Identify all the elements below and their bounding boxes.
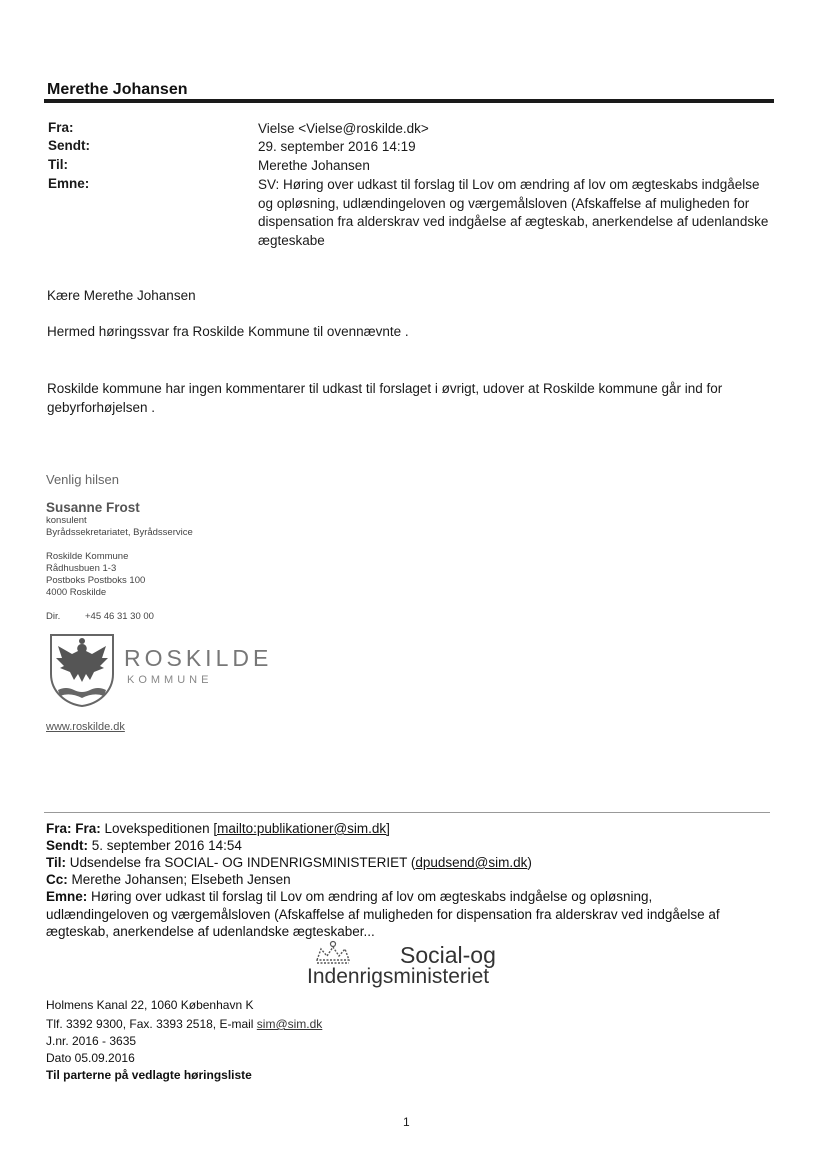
subject-value (258, 176, 778, 250)
signature-name: Susanne Frost (46, 500, 140, 515)
fwd-to-close: ) (527, 855, 532, 870)
fwd-sent (46, 837, 766, 855)
sender-name: Merethe Johansen (47, 81, 188, 98)
fwd-from-label: Fra: Fra: (46, 821, 101, 836)
fwd-cc (46, 871, 766, 889)
roskilde-crest-icon (48, 632, 116, 708)
subject-line: og opløsning, udlændingeloven og værgemålsloven (Afskaffelse af muligheden for (258, 195, 750, 211)
header-rule (44, 99, 774, 103)
ministry-date: Dato 05.09.2016 (46, 1051, 135, 1065)
fwd-sent-value: 5. september 2016 14:54 (91, 838, 242, 853)
ministry-recipients: Til parterne på vedlagte høringsliste (46, 1068, 252, 1082)
signature-title: konsulent (46, 515, 87, 526)
dir-label: Dir. (46, 611, 61, 622)
fwd-subject-label: Emne: (46, 889, 88, 904)
fwd-subject-line: udlændingeloven og værgemålsloven (Afskaffelse af muligheden for dispensation fra alderskrav ved indgåelse af (46, 906, 720, 922)
fwd-subject-line: Høring over udkast til forslag til Lov om ændring af lov om ægteskabs indgåelse og opløsning, (91, 889, 653, 904)
body-line: Roskilde kommune har ingen kommentarer til udkast til forslaget i øvrigt, udover at Roskilde kommune går ind for (47, 381, 723, 396)
ministry-jnr: J.nr. 2016 - 3635 (46, 1034, 137, 1048)
signature-pobox: Postboks Postboks 100 (46, 575, 146, 586)
signature-department: Byrådssekretariatet, Byrådsservice (46, 527, 193, 538)
to-label: Til: (48, 157, 68, 172)
fwd-to-label: Til: (46, 855, 66, 870)
ministry-address: Holmens Kanal 22, 1060 København K (46, 998, 254, 1012)
ministry-contact (46, 1017, 322, 1031)
fwd-subject (46, 888, 766, 941)
website-link[interactable]: www.roskilde.dk (46, 721, 125, 733)
fwd-subject-line: ægteskab, anerkendelse af udenlandske ægteskaber... (46, 924, 375, 939)
subject-line: dispensation fra alderskrav ved indgåelse af ægteskab, anerkendelse af udenlandske (258, 214, 769, 229)
subject-label: Emne: (48, 176, 90, 191)
subject-line: SV: Høring over udkast til forslag til Lov om ændring af lov om ægteskabs indgåelse (258, 177, 760, 192)
ministry-contact-text: Tlf. 3392 9300, Fax. 3393 2518, E-mail (46, 1017, 257, 1031)
crown-icon (313, 940, 353, 966)
sent-label: Sendt: (48, 138, 90, 153)
from-value: Vielse <Vielse@roskilde.dk> (258, 121, 429, 136)
subject-line: ægteskabe (258, 232, 325, 248)
roskilde-logo-sub: KOMMUNE (127, 674, 213, 686)
page-number: 1 (403, 1115, 410, 1129)
ministry-logo-line2: Indenrigsministeriet (307, 965, 490, 988)
sent-value: 29. september 2016 14:19 (258, 139, 416, 154)
body-paragraph (47, 379, 777, 417)
signature-street: Rådhusbuen 1-3 (46, 563, 117, 574)
greeting: Kære Merethe Johansen (47, 288, 196, 303)
ministry-logo-line1: Social-og (400, 942, 496, 968)
closing: Venlig hilsen (46, 472, 119, 487)
fwd-to-email[interactable]: dpudsend@sim.dk (415, 855, 528, 870)
fwd-to-value: Udsendelse fra SOCIAL- OG INDENRIGSMINISTERIET ( (69, 855, 416, 870)
signature-city: 4000 Roskilde (46, 587, 107, 598)
ministry-email-link[interactable]: sim@sim.dk (256, 1017, 323, 1031)
divider (44, 812, 770, 813)
dir-phone: +45 46 31 30 00 (85, 611, 154, 622)
fwd-from-mailto[interactable]: [mailto:publikationer@sim.dk] (213, 821, 390, 836)
from-label: Fra: (48, 120, 74, 135)
fwd-from-value: Lovekspeditionen (104, 821, 210, 836)
fwd-cc-value: Merethe Johansen; Elsebeth Jensen (71, 872, 291, 887)
fwd-from (46, 820, 766, 838)
to-value: Merethe Johansen (258, 158, 370, 173)
roskilde-logo-word: ROSKILDE (124, 645, 273, 671)
fwd-sent-label: Sendt: (46, 838, 88, 853)
body-line: gebyrforhøjelsen . (47, 400, 156, 415)
signature-org: Roskilde Kommune (46, 551, 129, 562)
body-paragraph: Hermed høringssvar fra Roskilde Kommune til ovennævnte . (47, 324, 409, 339)
fwd-to (46, 854, 766, 872)
fwd-cc-label: Cc: (46, 872, 68, 887)
